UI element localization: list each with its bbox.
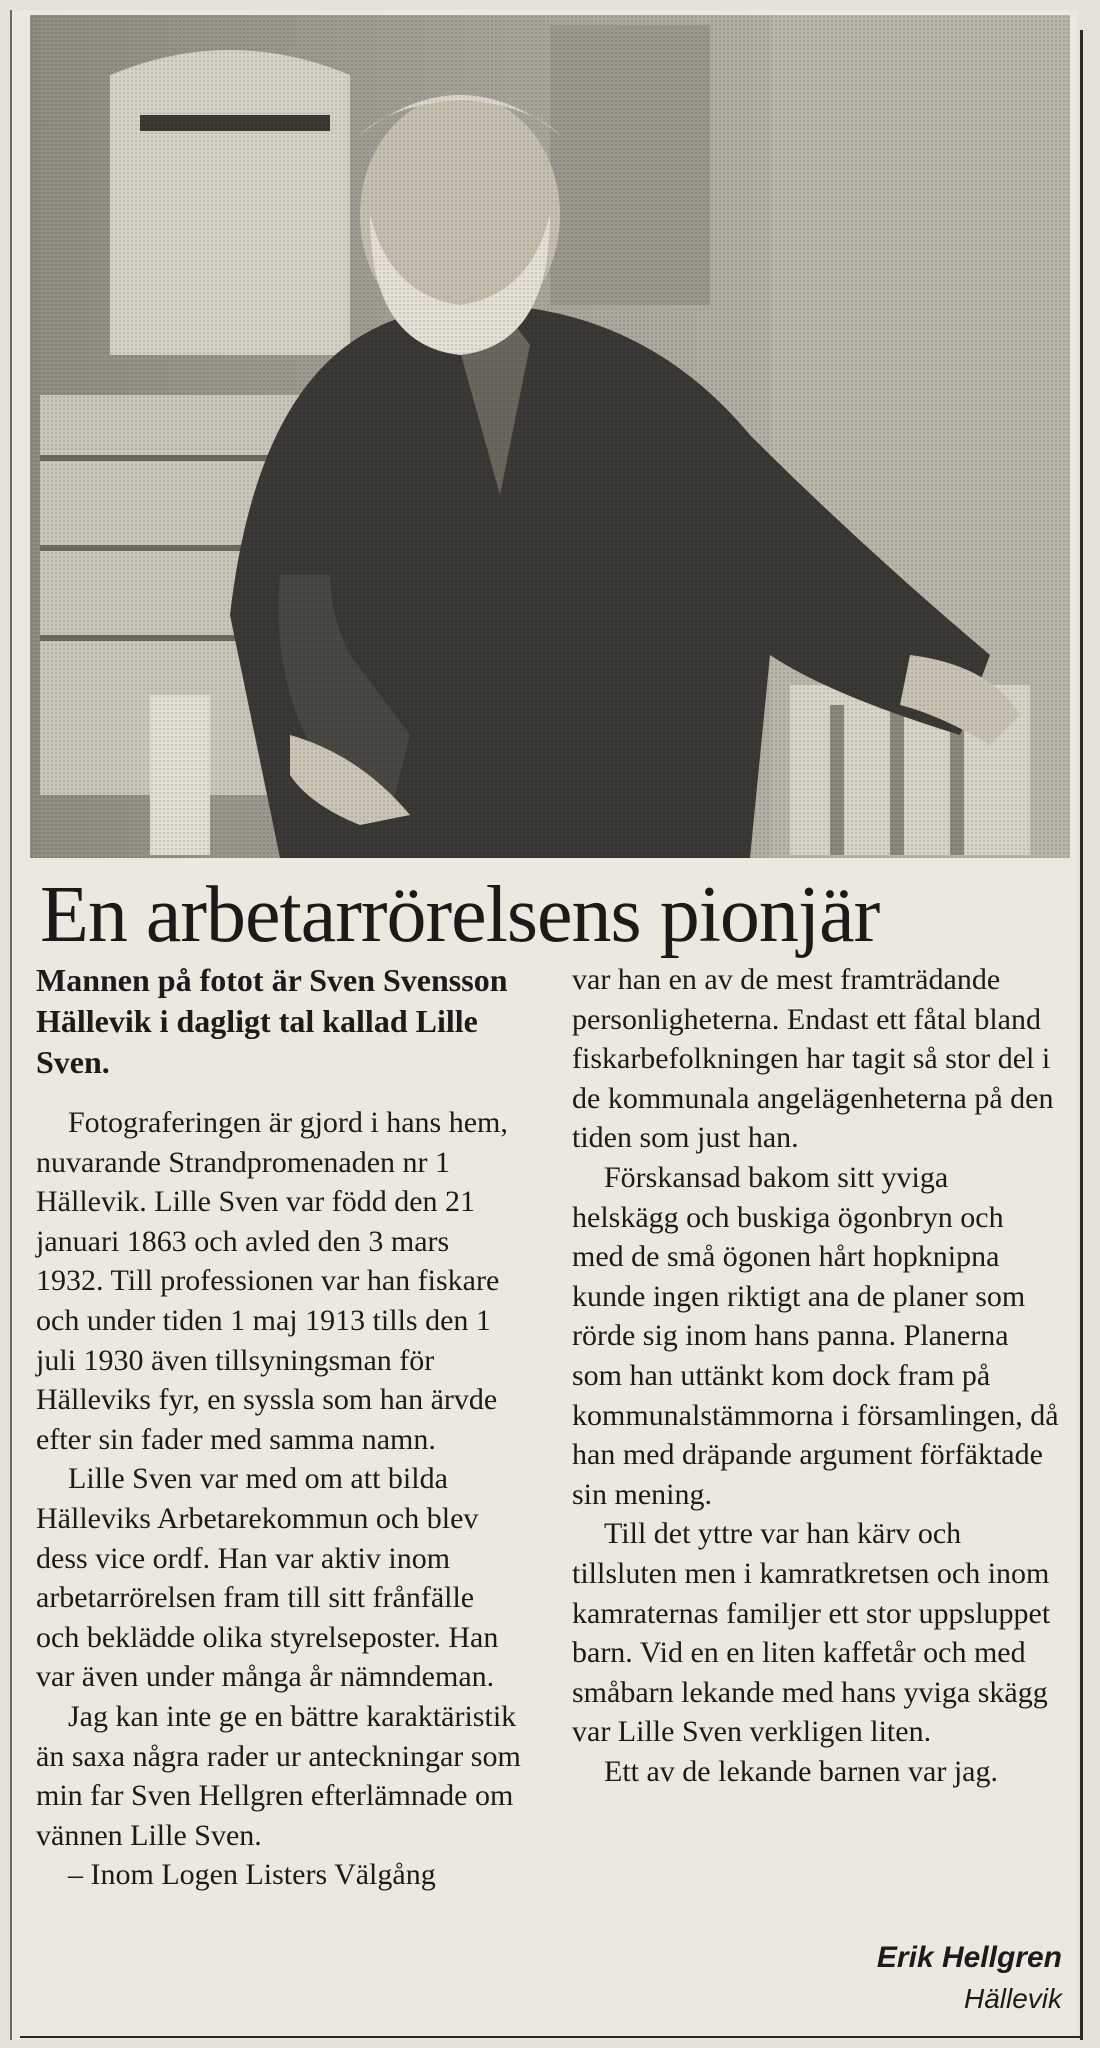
lead-paragraph: Mannen på fotot är Sven Svensson Hällevik i dagligt tal kallad Lille Sven.: [36, 962, 508, 1080]
body-paragraph: – Inom Logen Listers Välgång: [68, 1858, 436, 1892]
column-right: [572, 960, 1062, 1791]
byline-author: Erik Hellgren: [876, 1941, 1062, 1974]
body-paragraph: Ett av de lekande barnen var jag.: [604, 1754, 998, 1788]
column-left: [36, 960, 524, 1895]
byline-place: Hällevik: [963, 1983, 1062, 2014]
body-paragraph: Fotograferingen är gjord i hans hem, nuvarande Strandpromenaden nr 1 Hällevik. Lille Sven var född den 21 januari 1863 och avled den 3 mars 1932. Till professionen var han fiskare och under tiden 1 maj 1913 tills den 1 juli 1930 även tillsyningsman för Hälleviks fyr, en syssla som han ärvde efter sin fader med samma namn.: [36, 1106, 508, 1456]
headline: En arbetarrörelsens pionjär: [40, 871, 880, 959]
body-paragraph: var han en av de mest framträdande personligheterna. Endast ett fåtal bland fiskarbefolkningen har tagit så stor del i de kommunala angelägenheterna på den tiden som just han.: [572, 963, 1054, 1155]
portrait-photo: [30, 15, 1070, 858]
body-paragraph: Till det yttre var han kärv och tillsluten men i kamratkretsen och inom kamraternas familjer ett stor uppsluppet barn. Vid en en liten kaffetår och med småbarn lekande med hans yviga skägg var Lille Sven verkligen liten.: [572, 1517, 1051, 1749]
portrait-photo-icon: [30, 15, 1070, 858]
right-edge-rule: [1080, 30, 1083, 2040]
body-paragraph: Förskansad bakom sitt yviga helskägg och buskiga ögonbryn och med de små ögonen hårt hopknipna kunde ingen riktigt ana de planer som rörde sig inom hans panna. Planerna som han uttänkt kom dock fram på kommunalstämmorna i församlingen, då han med dräpande argument förfäktade sin mening.: [572, 1160, 1059, 1511]
body-paragraph: Jag kan inte ge en bättre karaktäristik än saxa några rader ur anteckningar som min far Sven Hellgren efterlämnade om vännen Lille Sven.: [36, 1699, 521, 1852]
body-paragraph: Lille Sven var med om att bilda Hälleviks Arbetarekommun och blev dess vice ordf. Han var aktiv inom arbetarrörelsen fram till sitt frånfälle och beklädde olika styrelseposter. Han var även under många år nämndeman.: [36, 1462, 499, 1694]
bottom-edge-rule: [20, 2036, 1080, 2038]
